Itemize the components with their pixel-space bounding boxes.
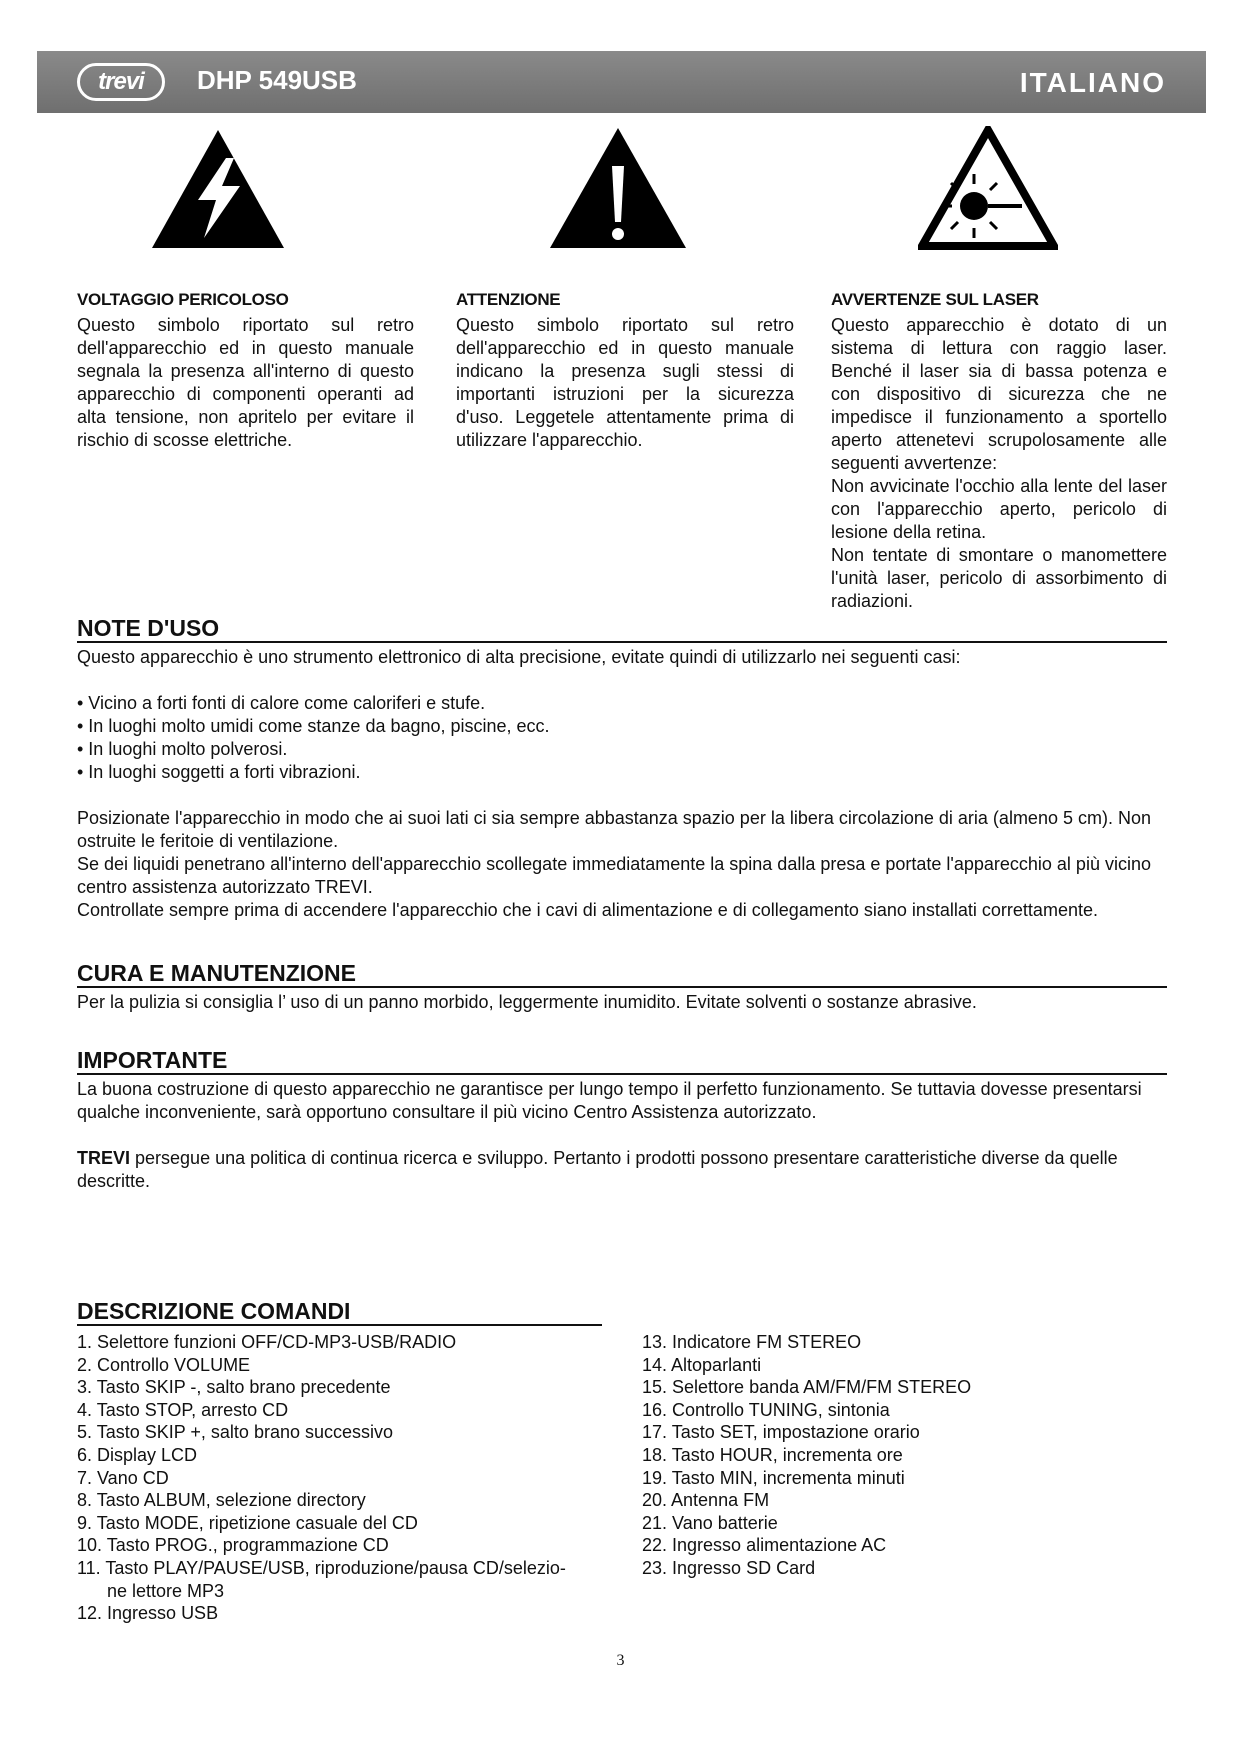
warning-laser-title: AVVERTENZE SUL LASER [831,290,1039,309]
list-item: 21. Vano batterie [642,1512,778,1533]
list-item: 16. Controllo TUNING, sintonia [642,1399,890,1420]
warning-voltage-title: VOLTAGGIO PERICOLOSO [77,290,289,309]
list-item: 12. Ingresso USB [77,1603,219,1624]
list-item: 13. Indicatore FM STEREO [642,1332,862,1352]
list-item: • In luoghi molto umidi come stanze da bagno, piscine, ecc. [77,716,550,736]
warning-laser-text: Questo apparecchio è dotato di un sistema di lettura con raggio laser. Benché il laser sia di bassa potenza e con dispositivo di sicurezza che ne impedisce il funzionamento a sportello aperto attenetevi scrupolosamente alle seguenti avvertenze: [831,315,1167,473]
importante-text: La buona costruzione di questo apparecchio ne garantisce per lungo tempo il perfetto funzionamento. Se tuttavia dovesse presentarsi qualche inconveniente, sarà opportuno consultare il più vicino Centro Assistenza autorizzato. [77,1079,1142,1122]
laser-icon [918,126,1058,250]
list-item: 8. Tasto ALBUM, selezione directory [77,1490,366,1511]
trevi-logo: trevi [77,63,165,101]
list-item: 3. Tasto SKIP -, salto brano precedente [77,1377,391,1398]
list-item: 1. Selettore funzioni OFF/CD-MP3-USB/RADIO [77,1332,457,1352]
list-item: 11. Tasto PLAY/PAUSE/USB, riproduzione/pausa CD/selezio- [77,1557,566,1578]
list-item: 5. Tasto SKIP +, salto brano successivo [77,1422,394,1443]
note-uso-section [77,617,1167,922]
list-item: 18. Tasto HOUR, incrementa ore [642,1444,903,1465]
note-uso-title: NOTE D'USO [77,617,1167,643]
list-item: 20. Antenna FM [642,1490,770,1511]
list-item: 15. Selettore banda AM/FM/FM STEREO [642,1377,972,1398]
warning-voltage [77,288,414,452]
warning-attention-title: ATTENZIONE [456,290,561,309]
exclamation-icon [548,126,688,250]
cura-section [77,962,1167,1014]
importante-title: IMPORTANTE [77,1049,1167,1075]
trevi-brand: TREVI [77,1148,131,1168]
comandi-left-list [77,1331,617,1625]
list-item: 23. Ingresso SD Card [642,1557,816,1578]
list-item: 6. Display LCD [77,1444,198,1465]
list-item: 10. Tasto PROG., programmazione CD [77,1535,389,1556]
list-item: 2. Controllo VOLUME [77,1354,251,1375]
list-item: 4. Tasto STOP, arresto CD [77,1399,289,1420]
warning-laser-note: Non tentate di smontare o manomettere l'unità laser, pericolo di assorbimento di radiazioni. [831,545,1167,611]
list-item: 7. Vano CD [77,1467,169,1488]
comandi-title: DESCRIZIONE COMANDI [77,1300,602,1326]
list-item: • Vicino a forti fonti di calore come caloriferi e stufe. [77,693,486,713]
cura-title: CURA E MANUTENZIONE [77,962,1167,988]
language-label: ITALIANO [1019,67,1166,98]
note-uso-bullets [77,692,1167,784]
header-bar [37,51,1206,113]
model-name: DHP 549USB [197,65,357,95]
warning-voltage-text: Questo simbolo riportato sul retro dell'apparecchio ed in questo manuale segnala la presenza all'interno di questo apparecchio di componenti operanti ad alta tensione, non apritelo per evitare il rischio di scosse elettriche. [77,315,414,450]
cura-text: Per la pulizia si consiglia l’ uso di un panno morbido, leggermente inumidito. Evitate solventi o sostanze abrasive. [77,992,977,1012]
list-item: • In luoghi soggetti a forti vibrazioni. [77,762,361,782]
trevi-paragraph [77,1147,1167,1193]
note-uso-paragraph: Se dei liquidi penetrano all'interno dell'apparecchio scollegate immediatamente la spina dalla presa e portate l'apparecchio al più vicino centro assistenza autorizzato TREVI. [77,854,1151,897]
warning-laser [831,288,1167,613]
list-item: 9. Tasto MODE, ripetizione casuale del CD [77,1512,418,1533]
list-item: 14. Altoparlanti [642,1354,762,1375]
list-item: 17. Tasto SET, impostazione orario [642,1422,920,1443]
list-item: 19. Tasto MIN, incrementa minuti [642,1467,905,1488]
note-uso-intro: Questo apparecchio è uno strumento elettronico di alta precisione, evitate quindi di utilizzarlo nei seguenti casi: [77,647,961,667]
comandi-section [77,1300,602,1326]
list-item: 22. Ingresso alimentazione AC [642,1535,887,1556]
warning-attention-text: Questo simbolo riportato sul retro dell'apparecchio ed in questo manuale indicano la presenza sugli stessi di importanti istruzioni per la sicurezza d'uso. Leggetele attentamente prima di utilizzare l'apparecchio. [456,315,794,450]
high-voltage-icon [150,128,286,250]
note-uso-paragraph: Controllate sempre prima di accendere l'apparecchio che i cavi di alimentazione e di collegamento siano installati correttamente. [77,900,1098,920]
list-item: ne lettore MP3 [77,1580,225,1601]
trevi-text: persegue una politica di continua ricerca e sviluppo. Pertanto i prodotti possono presentare caratteristiche diverse da quelle descritte. [77,1148,1118,1191]
importante-section [77,1049,1167,1193]
warning-attention [456,288,794,452]
page-number: 3 [616,1652,625,1669]
note-uso-paragraph: Posizionate l'apparecchio in modo che ai suoi lati ci sia sempre abbastanza spazio per la libera circolazione di aria (almeno 5 cm). Non ostruite le feritoie di ventilazione. [77,808,1151,851]
list-item: • In luoghi molto polverosi. [77,739,288,759]
comandi-right-list [642,1331,1142,1580]
warning-laser-note: Non avvicinate l'occhio alla lente del laser con l'apparecchio aperto, pericolo di lesione della retina. [831,476,1167,542]
